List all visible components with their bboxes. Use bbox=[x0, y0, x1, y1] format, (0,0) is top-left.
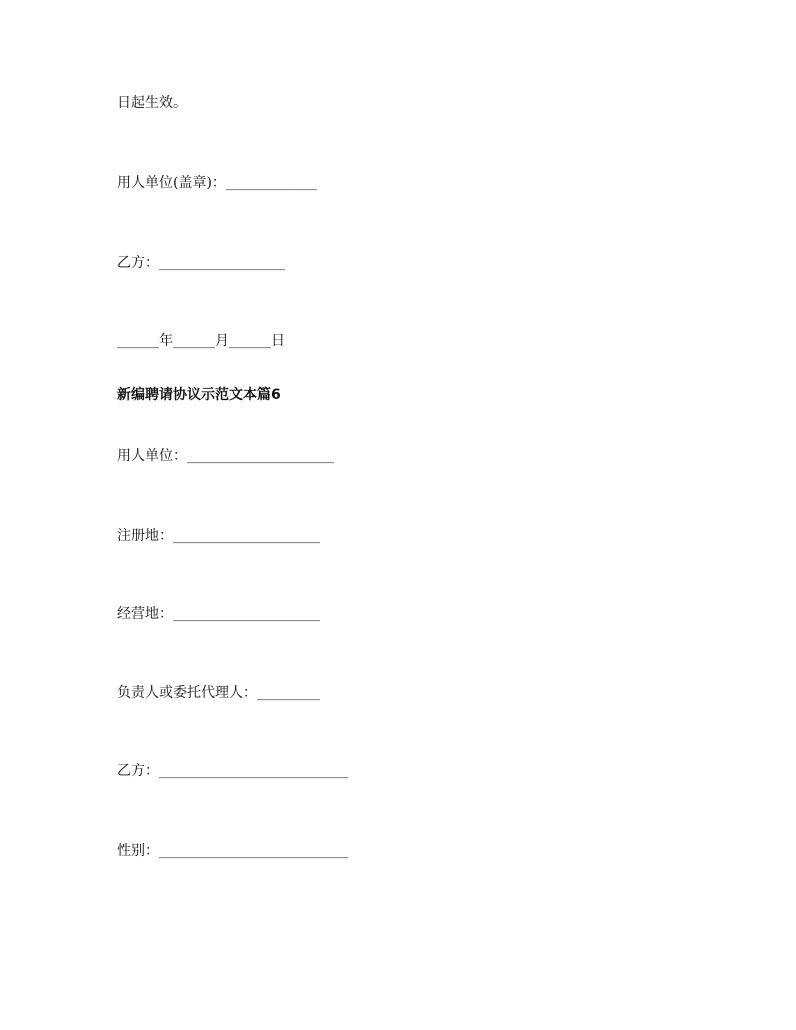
effective-date-text: 日起生效。 bbox=[117, 95, 187, 111]
business-address-field: 经营地：_____________________ bbox=[117, 606, 320, 622]
employer-seal-field: 用人单位(盖章)：_____________ bbox=[117, 175, 317, 191]
employer-field: 用人单位：_____________________ bbox=[117, 448, 334, 464]
party-b-signature-field: 乙方：__________________ bbox=[117, 255, 285, 271]
representative-field: 负责人或委托代理人：_________ bbox=[117, 685, 320, 701]
registered-address-field: 注册地：_____________________ bbox=[117, 528, 320, 544]
party-b-field: 乙方：___________________________ bbox=[117, 763, 348, 779]
signing-date-field: ______年______月______日 bbox=[117, 333, 285, 349]
section-heading: 新编聘请协议示范文本篇6 bbox=[117, 387, 281, 403]
gender-field: 性别：___________________________ bbox=[117, 843, 348, 859]
